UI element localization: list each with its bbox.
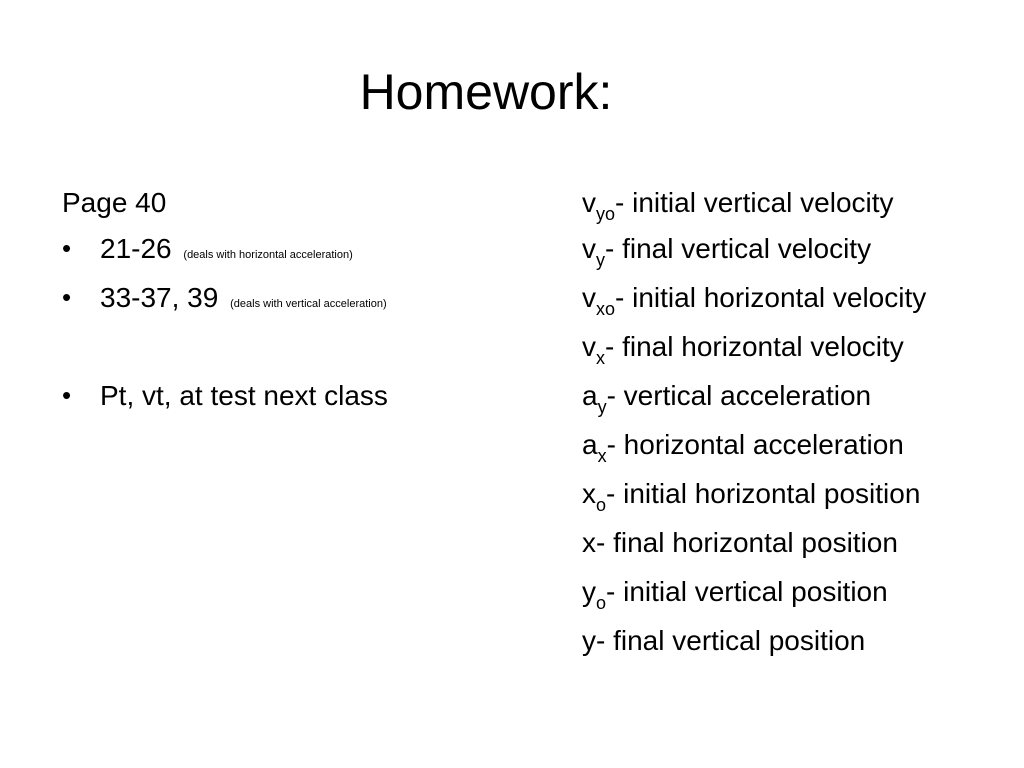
variable-subscript: x xyxy=(597,446,607,466)
assignment-problems: 33-37, 39 xyxy=(100,282,219,313)
variable-definition xyxy=(582,567,1022,616)
variable-description: - initial vertical velocity xyxy=(615,187,894,218)
assignment-item xyxy=(62,371,562,420)
variable-symbol: v xyxy=(582,282,596,313)
variable-description: - final vertical position xyxy=(596,625,866,656)
variable-definition xyxy=(582,469,1022,518)
variable-description: - initial horizontal position xyxy=(606,478,921,509)
variable-subscript: y xyxy=(597,397,607,417)
variable-symbol: x xyxy=(582,478,596,509)
variable-symbol: x xyxy=(582,527,596,558)
homework-column xyxy=(62,182,562,420)
variable-definition xyxy=(582,371,1022,420)
variable-description: - final horizontal position xyxy=(596,527,898,558)
bullet-icon: • xyxy=(62,233,72,263)
assignment-problems: 21-26 xyxy=(100,233,172,264)
variable-definition xyxy=(582,273,1022,322)
variable-definition xyxy=(582,322,1022,371)
variable-symbol: a xyxy=(582,380,598,411)
variable-symbol: y xyxy=(582,625,596,656)
variable-definition xyxy=(582,518,1022,567)
variable-definition xyxy=(582,616,1022,665)
variable-description: - vertical acceleration xyxy=(606,380,872,411)
variable-subscript: yo xyxy=(596,204,616,224)
page-heading: Page 40 xyxy=(62,187,167,218)
variable-definition xyxy=(582,224,1022,273)
variable-description: - initial horizontal velocity xyxy=(615,282,927,313)
variable-definition xyxy=(582,182,1022,224)
variable-description: - final vertical velocity xyxy=(605,233,872,264)
variable-symbol: v xyxy=(582,331,596,362)
variable-symbol: v xyxy=(582,187,596,218)
variable-subscript: o xyxy=(596,495,607,515)
variable-subscript: x xyxy=(596,348,605,368)
assignment-item xyxy=(62,224,562,273)
variable-symbol: a xyxy=(582,429,598,460)
assignment-item xyxy=(62,273,562,322)
variable-description: - initial vertical position xyxy=(606,576,888,607)
variable-symbol: v xyxy=(582,233,596,264)
variable-symbol: y xyxy=(582,576,596,607)
slide-title: Homework: xyxy=(359,64,613,120)
bullet-icon: • xyxy=(62,282,72,312)
assignment-problems: Pt, vt, at test next class xyxy=(100,380,388,411)
variable-definition xyxy=(582,420,1022,469)
assignment-note: (deals with horizontal acceleration) xyxy=(183,249,353,261)
variable-subscript: xo xyxy=(596,299,616,319)
variable-description: - horizontal acceleration xyxy=(606,429,904,460)
variable-subscript: y xyxy=(596,250,605,270)
variable-legend xyxy=(582,182,1022,665)
variable-subscript: o xyxy=(596,593,607,613)
variable-description: - final horizontal velocity xyxy=(605,331,904,362)
assignment-list xyxy=(62,224,562,420)
bullet-icon: • xyxy=(62,380,72,410)
assignment-note: (deals with vertical acceleration) xyxy=(230,298,387,310)
